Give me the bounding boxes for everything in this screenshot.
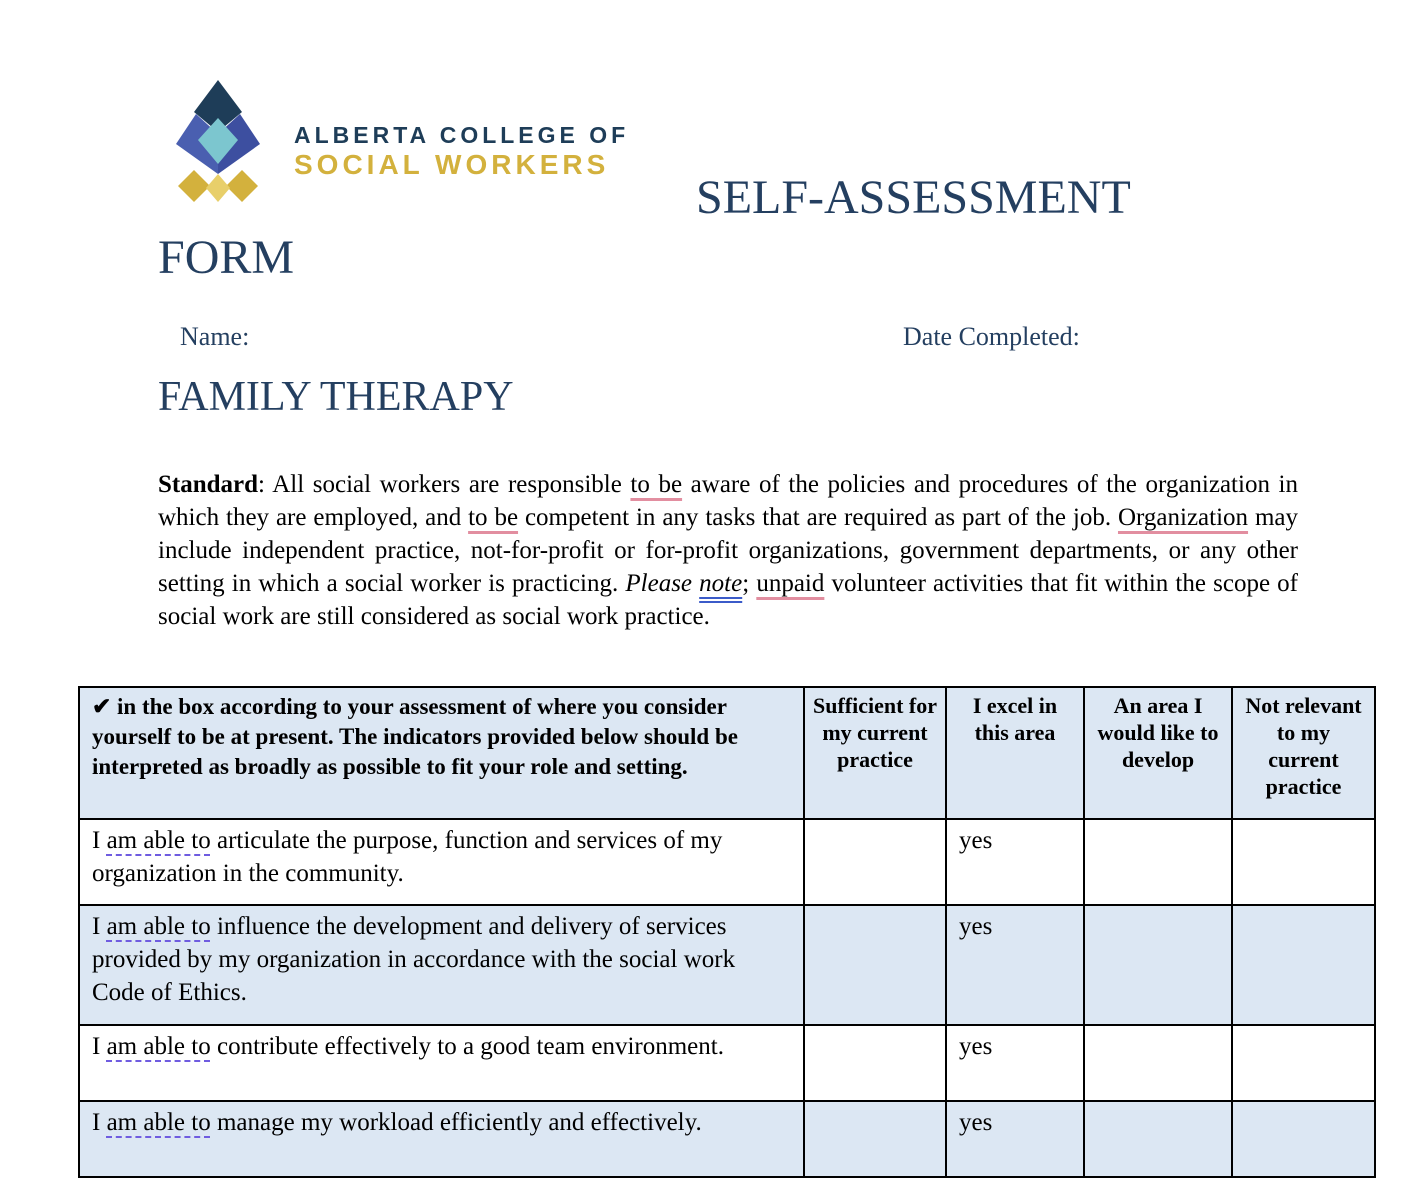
not-relevant-cell[interactable] [1232, 819, 1375, 905]
indicator-prefix: I [92, 827, 107, 854]
column-header-excel: I excel in this area [946, 687, 1084, 819]
grammar-flag-phrase: am able to [106, 913, 211, 940]
sufficient-cell[interactable] [804, 819, 946, 905]
indicator-text: influence the development and delivery of services provided by my organization in accordance with the social work Code of Ethics. [92, 913, 736, 1006]
excel-cell[interactable]: yes [946, 905, 1084, 1025]
spell-flag-word: unpaid [756, 570, 825, 597]
spell-flag-word: to be [468, 504, 519, 531]
grammar-flag-phrase: am able to [106, 827, 211, 854]
acsw-logo-icon [172, 78, 264, 202]
date-completed-label: Date Completed: [903, 322, 1080, 351]
standard-text-4: may include independent practice, not-for-profit or for-profit organizations, government departments, or any other setting in which a social worker is practicing. [158, 504, 1298, 597]
indicator-cell [79, 1025, 804, 1101]
standard-text-1: : All social workers are responsible [258, 471, 631, 498]
develop-cell[interactable] [1084, 1025, 1232, 1101]
standard-text-2: aware of the policies and procedures of the organization in which they are employed, and [158, 471, 1298, 531]
column-header-not-relevant: Not relevant to my current practice [1232, 687, 1375, 819]
column-header-develop: An area I would like to develop [1084, 687, 1232, 819]
indicator-text: contribute effectively to a good team environment. [210, 1033, 724, 1060]
indicator-prefix: I [92, 913, 107, 940]
standard-text-3: competent in any tasks that are required as part of the job. [518, 504, 1118, 531]
table-header-row [79, 687, 1375, 819]
spell-flag-word: Organization [1117, 504, 1249, 531]
instruction-text: in the box according to your assessment of where you consider yourself to be at present. The indicators provided below should be interpreted as broadly as possible to fit your role and setting. [92, 694, 738, 779]
not-relevant-cell[interactable] [1232, 905, 1375, 1025]
indicator-prefix: I [92, 1033, 107, 1060]
table-row [79, 905, 1375, 1025]
section-title: FAMILY THERAPY [158, 374, 514, 420]
spell-flag-word: to be [630, 471, 683, 498]
indicator-prefix: I [92, 1109, 107, 1136]
excel-cell[interactable]: yes [946, 1101, 1084, 1177]
develop-cell[interactable] [1084, 1101, 1232, 1177]
org-line-1: ALBERTA COLLEGE OF [294, 122, 630, 148]
standard-paragraph [158, 468, 1298, 633]
grammar-flag-phrase: am able to [106, 1033, 211, 1060]
column-header-sufficient: Sufficient for my current practice [804, 687, 946, 819]
develop-cell[interactable] [1084, 905, 1232, 1025]
instruction-header [79, 687, 804, 819]
standard-punct: ; [742, 570, 750, 597]
indicator-cell [79, 819, 804, 905]
develop-cell[interactable] [1084, 819, 1232, 905]
sufficient-cell[interactable] [804, 1101, 946, 1177]
excel-cell[interactable]: yes [946, 1025, 1084, 1101]
table-row [79, 819, 1375, 905]
not-relevant-cell[interactable] [1232, 1101, 1375, 1177]
page-title-part1: SELF-ASSESSMENT [696, 171, 1131, 224]
organization-name [294, 124, 629, 179]
sufficient-cell[interactable] [804, 905, 946, 1025]
standard-label: Standard [158, 471, 259, 498]
excel-cell[interactable]: yes [946, 819, 1084, 905]
grammar-flag-word: note [699, 570, 743, 597]
indicator-cell [79, 905, 804, 1025]
indicator-text: manage my workload efficiently and effectively. [210, 1109, 702, 1136]
assessment-table [78, 686, 1376, 1178]
checkmark-icon: ✔ [92, 694, 112, 719]
page-title-part2: FORM [158, 231, 295, 284]
org-line-2: SOCIAL WORKERS [294, 149, 610, 180]
indicator-cell [79, 1101, 804, 1177]
table-row [79, 1025, 1375, 1101]
indicator-text: articulate the purpose, function and services of my organization in the community. [92, 827, 723, 887]
table-row [79, 1101, 1375, 1177]
grammar-flag-phrase: am able to [106, 1109, 211, 1136]
name-label: Name: [180, 322, 250, 351]
please-note-italic: Please [625, 570, 700, 597]
standard-text-5: volunteer activities that fit within the scope of social work are still considered as social work practice. [158, 570, 1298, 630]
sufficient-cell[interactable] [804, 1025, 946, 1101]
not-relevant-cell[interactable] [1232, 1025, 1375, 1101]
